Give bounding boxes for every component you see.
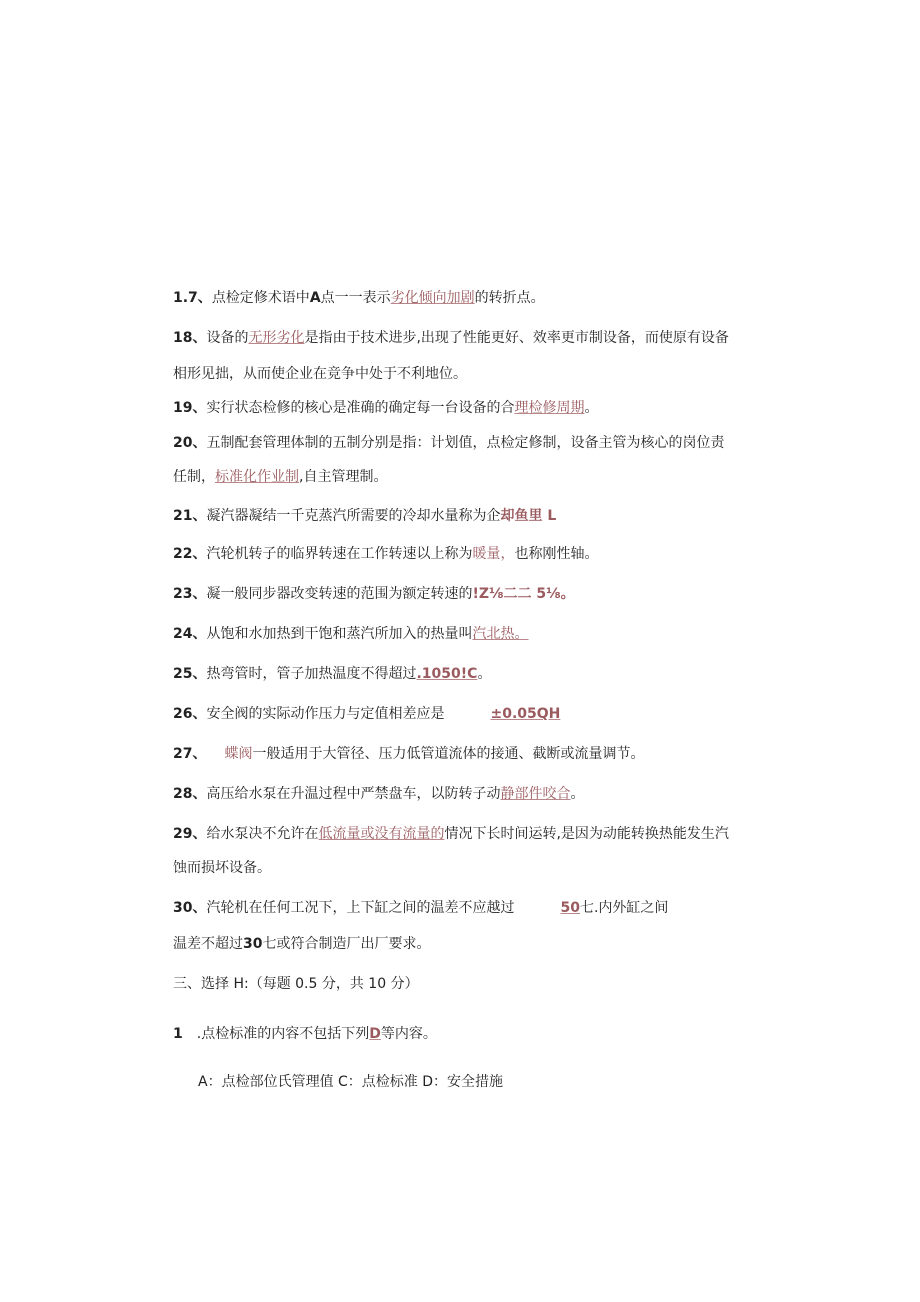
question-text: 设备的 [206,330,249,346]
question-number: 20、 [173,435,207,451]
question-text: 实行状态检修的核心是准确的确定每一台设备的合 [206,400,515,416]
answer-text: 劣化倾向加剧 [390,290,475,306]
question-number: 25、 [173,666,207,682]
answer-text: !Z⅛二二 5⅛。 [472,586,575,602]
question-text: 情况下长时间运转,是因为动能转换热能发生汽 [444,826,729,842]
answer-text: 标准化作业制 [215,469,299,485]
answer-text: 汽北热。 [472,626,529,642]
question-29-cont [173,858,271,878]
question-number: 21、 [173,508,207,524]
question-text: 从饱和水加热到干饱和蒸汽所加入的热量叫 [206,626,473,642]
question-number: 1 [173,1026,183,1042]
question-text: 汽轮机转子的临界转速在工作转速以上称为 [206,546,473,562]
question-text: 给水泵决不允许在 [206,826,319,842]
question-30-cont [173,934,430,954]
question-text: 高压给水泵在升温过程中严禁盘车，以防转子动 [206,786,501,802]
question-number: 23、 [173,586,207,602]
question-text: 五制配套管理体制的五制分别是指：计划值，点检定修制，设备主管为核心的岗位责 [206,435,725,451]
question-22 [173,544,598,564]
question-text: 30 [243,936,263,952]
question-text: 一般适用于大管径、压力低管道流体的接通、截断或流量调节。 [252,746,645,762]
question-text: 。 [570,786,585,802]
answer-text: 暖量， [472,546,515,562]
question-27 [173,744,644,764]
question-number: 18、 [173,330,207,346]
choice-question-1 [173,1024,437,1044]
question-number: 29、 [173,826,207,842]
answer-text: 50 [560,900,580,916]
question-text: 等内容。 [380,1026,437,1042]
question-number: 1.7、 [173,290,212,306]
question-text: 点检定修术语中 [211,290,310,306]
section-heading: 三、选择 H:（每题 0.5 分，共 10 分） [173,976,419,992]
answer-text: ±0.05QH [490,706,561,722]
answer-text: 低流量或没有流量的 [318,826,445,842]
question-text: A [309,290,321,306]
question-23 [173,584,575,604]
question-text: 相形见拙，从而使企业在竞争中处于不利地位。 [173,366,467,382]
question-text: 七.内外缸之间 [579,900,669,916]
question-text: ,自主管理制。 [299,469,388,485]
answer-text: 蝶阀 [224,746,253,762]
question-30 [173,898,668,918]
question-24 [173,624,528,644]
question-20-cont [173,467,387,487]
question-19 [173,398,598,418]
question-text: 安全阀的实际动作压力与定值相差应是 [206,706,445,722]
answer-text: .1050!C [416,666,478,682]
question-25 [173,664,491,684]
question-text: 凝汽器凝结一千克蒸汽所需要的冷却水量称为企 [206,508,501,524]
answer-text: 静部件咬合 [500,786,571,802]
question-number: 24、 [173,626,207,642]
question-text: 热弯管时，管子加热温度不得超过 [206,666,417,682]
answer-text: D [369,1026,381,1042]
question-text: 。 [584,400,599,416]
question-text: 蚀而损坏设备。 [173,860,271,876]
question-text: 任制， [173,469,215,485]
question-text: 凝一般同步器改变转速的范围为额定转速的 [206,586,473,602]
question-number: 26、 [173,706,207,722]
question-text: 温差不超过 [173,936,243,952]
answer-text: 无形劣化 [248,330,305,346]
question-17 [173,288,545,308]
question-text: 是指由于技术进步,出现了性能更好、效率更市制设备，而使原有设备 [304,330,729,346]
question-text: 也称刚性轴。 [514,546,599,562]
question-18 [173,328,729,348]
question-text: 七或符合制造厂出厂要求。 [262,936,431,952]
question-text: 。 [477,666,492,682]
question-text: .点检标准的内容不包括下列 [196,1026,370,1042]
question-number: 19、 [173,400,207,416]
answer-text: 却鱼里 L [500,508,557,524]
question-number: 27、 [173,746,207,762]
question-18-cont [173,364,467,384]
question-21 [173,506,556,526]
question-26 [173,704,560,724]
question-text: 汽轮机在任何工况下，上下缸之间的温差不应越过 [206,900,515,916]
question-number: 22、 [173,546,207,562]
question-29 [173,824,729,844]
question-number: 28、 [173,786,207,802]
question-text: 的转折点。 [474,290,545,306]
choice-options: A：点检部位氏管理值 C：点检标准 D：安全措施 [198,1074,504,1090]
question-text: 点一一表示 [320,290,391,306]
question-28 [173,784,584,804]
question-20 [173,433,724,453]
question-number: 30、 [173,900,207,916]
answer-text: 理检修周期 [514,400,585,416]
